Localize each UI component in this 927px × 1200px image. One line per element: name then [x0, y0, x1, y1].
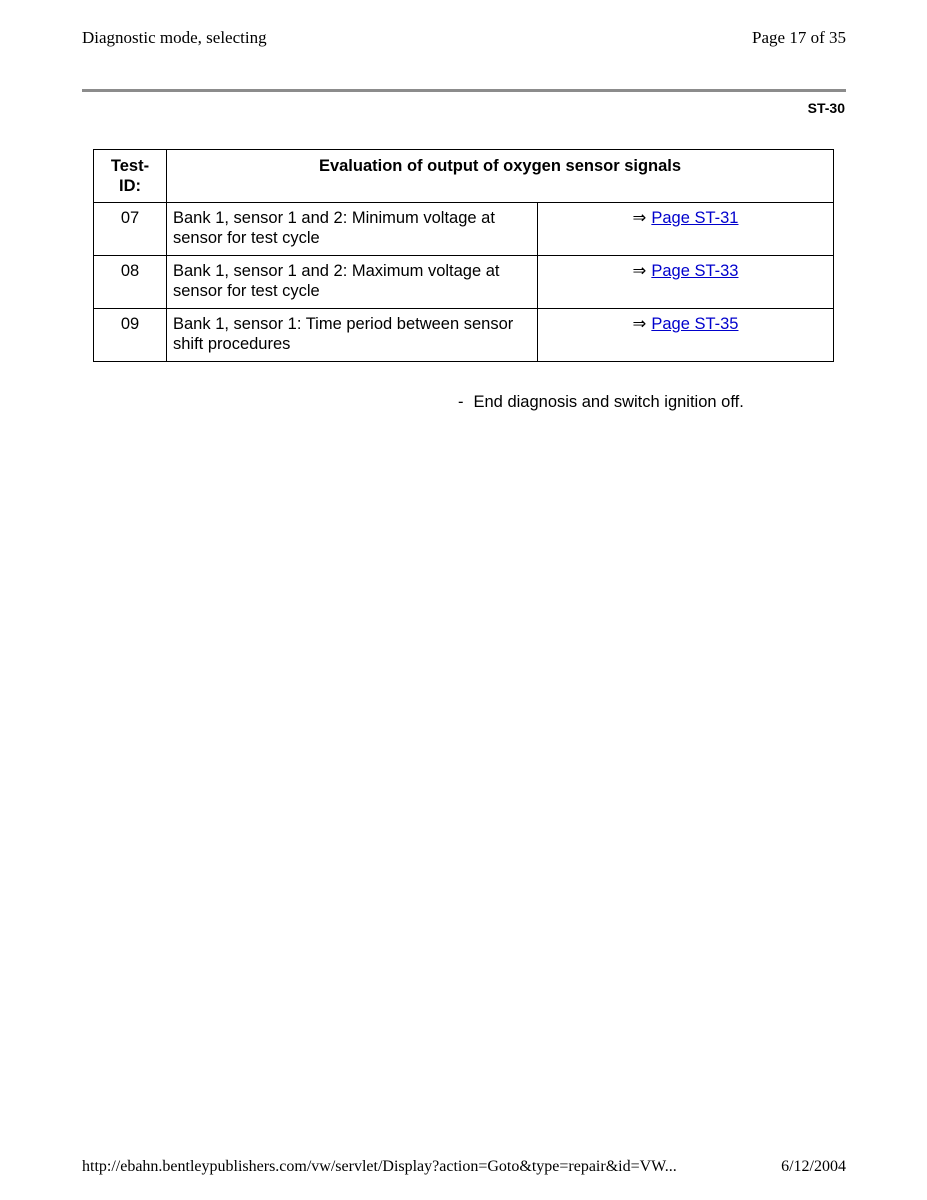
instruction-text: End diagnosis and switch ignition off.: [473, 393, 744, 411]
section-code: ST-30: [807, 100, 845, 116]
table-header-row: [94, 150, 834, 203]
document-title: Diagnostic mode, selecting: [82, 28, 267, 47]
test-id-cell: 09: [94, 309, 167, 362]
header-evaluation: Evaluation of output of oxygen sensor signals: [167, 150, 834, 203]
arrow-right-icon: ⇒: [632, 315, 647, 333]
header-test-id: Test- ID:: [94, 150, 167, 203]
instruction-step: [458, 393, 744, 412]
table-row: [94, 309, 834, 362]
table-row: [94, 203, 834, 256]
description-cell: Bank 1, sensor 1 and 2: Minimum voltage at sensor for test cycle: [167, 203, 538, 256]
page-footer: [82, 1158, 846, 1182]
description-cell: Bank 1, sensor 1: Time period between sensor shift procedures: [167, 309, 538, 362]
test-id-cell: 08: [94, 256, 167, 309]
test-id-table: [93, 149, 834, 362]
link-cell: [538, 256, 834, 309]
table-row: [94, 256, 834, 309]
footer-date: 6/12/2004: [781, 1158, 846, 1175]
page-st-31-link[interactable]: Page ST-31: [651, 209, 739, 227]
page-st-35-link[interactable]: Page ST-35: [651, 315, 739, 333]
page-st-33-link[interactable]: Page ST-33: [651, 262, 739, 280]
header-divider: [82, 89, 846, 92]
test-id-cell: 07: [94, 203, 167, 256]
link-cell: [538, 203, 834, 256]
description-cell: Bank 1, sensor 1 and 2: Maximum voltage at sensor for test cycle: [167, 256, 538, 309]
page-header: [82, 28, 846, 52]
arrow-right-icon: ⇒: [632, 262, 647, 280]
bullet-dash: -: [458, 393, 464, 411]
footer-url: http://ebahn.bentleypublishers.com/vw/servlet/Display?action=Goto&type=repair&id=VW...: [82, 1158, 677, 1175]
arrow-right-icon: ⇒: [632, 209, 647, 227]
link-cell: [538, 309, 834, 362]
page-number: Page 17 of 35: [752, 28, 846, 47]
